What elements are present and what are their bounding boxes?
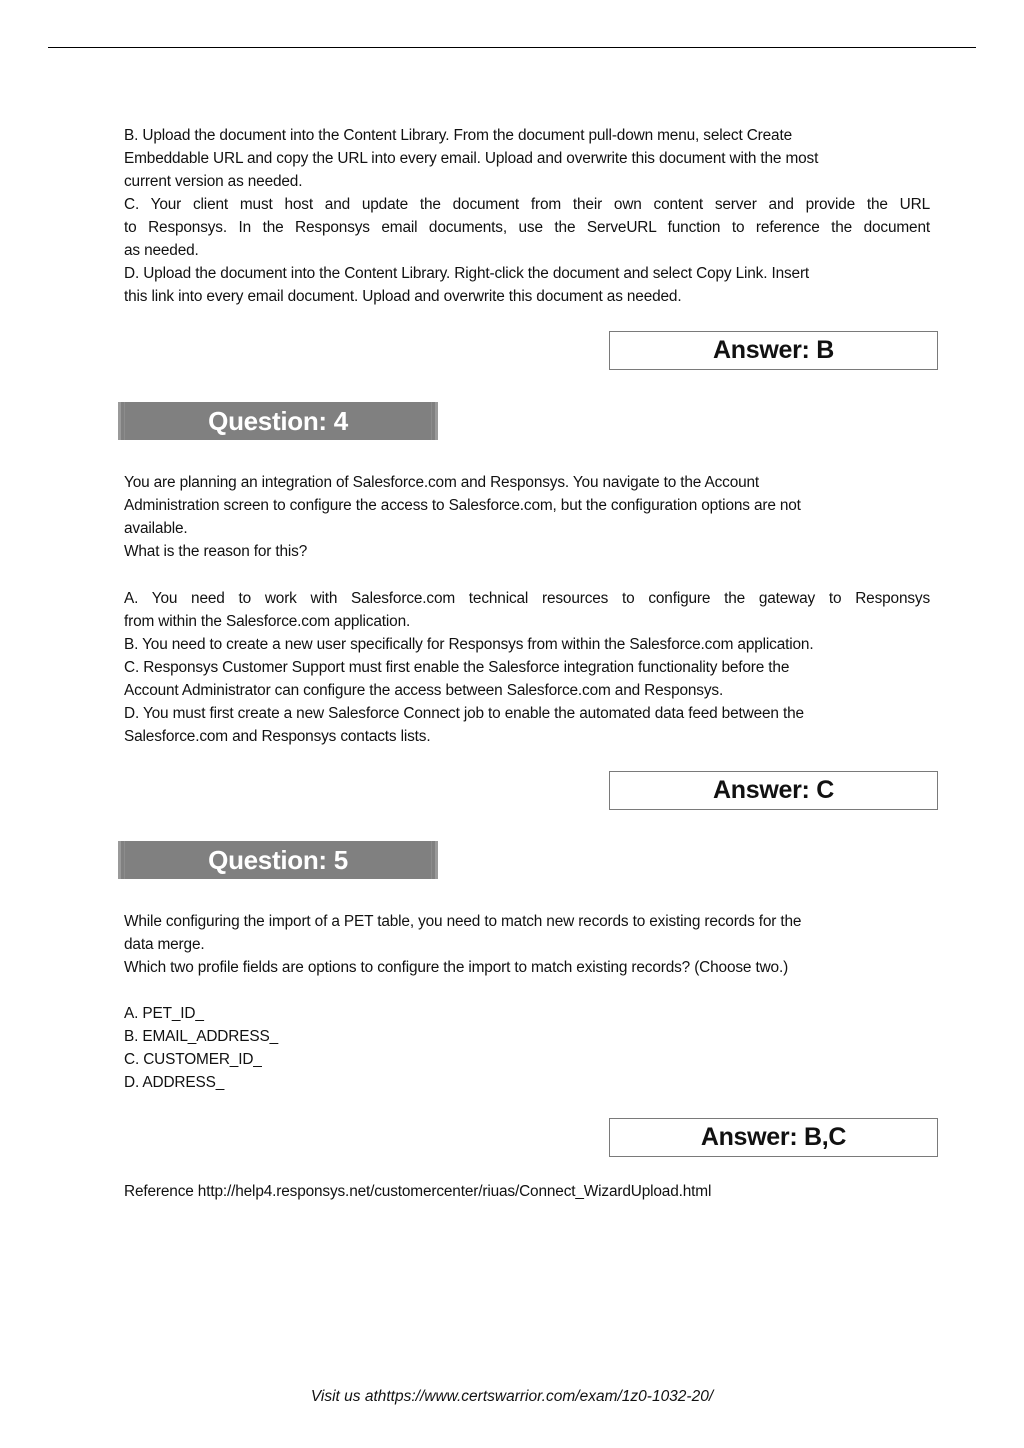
option-c-line-2: to Responsys. In the Responsys email documents, use the ServeURL function to reference the document — [124, 219, 930, 236]
option-c: C. CUSTOMER_ID_ — [124, 1051, 262, 1068]
option-d-line-2: Salesforce.com and Responsys contacts lists. — [124, 728, 431, 745]
page-footer — [0, 1388, 1024, 1406]
question-4-title: Question: 4 — [208, 405, 348, 436]
answer-label: Answer: B — [713, 336, 834, 364]
option-c-line-1: C. Responsys Customer Support must first enable the Salesforce integration functionality before the — [124, 659, 790, 676]
answer-label: Answer: C — [713, 776, 834, 804]
stem-line-2: Administration screen to configure the access to Salesforce.com, but the configuration options are not — [124, 497, 801, 514]
question-5-header — [118, 841, 438, 879]
stem-line-2: data merge. — [124, 936, 205, 953]
stem-line-1: While configuring the import of a PET table, you need to match new records to existing records for the — [124, 913, 802, 930]
option-b-line-2: Embeddable URL and copy the URL into every email. Upload and overwrite this document with the most — [124, 150, 819, 167]
option-a-line-2: from within the Salesforce.com application. — [124, 613, 411, 630]
option-c-line-1: C. Your client must host and update the document from their own content server and provide the URL — [124, 196, 930, 213]
page-top-rule — [48, 47, 976, 48]
answer-box-question-5 — [609, 1118, 938, 1157]
answer-box-previous — [609, 331, 938, 370]
option-b-line-1: B. You need to create a new user specifically for Responsys from within the Salesforce.com application. — [124, 636, 814, 653]
question-5-title: Question: 5 — [208, 844, 348, 875]
option-b-line-1: B. Upload the document into the Content Library. From the document pull-down menu, select Create — [124, 127, 792, 144]
answer-label: Answer: B,C — [700, 1123, 847, 1151]
option-a-line-1: A. You need to work with Salesforce.com technical resources to configure the gateway to Responsys — [124, 590, 930, 607]
question-5-stem — [124, 910, 930, 979]
option-d-line-2: this link into every email document. Upload and overwrite this document as needed. — [124, 288, 682, 305]
answer-box-question-4 — [609, 771, 938, 810]
option-c-line-2: Account Administrator can configure the access between Salesforce.com and Responsys. — [124, 682, 724, 699]
reference-text: Reference http://help4.responsys.net/customercenter/riuas/Connect_WizardUpload.html — [124, 1183, 712, 1200]
previous-question-options — [124, 124, 930, 308]
stem-line-4: What is the reason for this? — [124, 543, 308, 560]
stem-line-3: available. — [124, 520, 188, 537]
question-5-options — [124, 1002, 930, 1094]
option-c-line-3: as needed. — [124, 242, 199, 259]
question-4-options — [124, 587, 930, 748]
question-4-header — [118, 402, 438, 440]
option-b-line-3: current version as needed. — [124, 173, 303, 190]
question-5-reference — [124, 1180, 930, 1203]
stem-line-3: Which two profile fields are options to configure the import to match existing records? (Choose two.) — [124, 959, 789, 976]
option-d-line-1: D. Upload the document into the Content Library. Right-click the document and select Copy Link. Insert — [124, 265, 810, 282]
option-d: D. ADDRESS_ — [124, 1074, 225, 1091]
option-a: A. PET_ID_ — [124, 1005, 204, 1022]
question-4-stem — [124, 471, 930, 563]
option-b: B. EMAIL_ADDRESS_ — [124, 1028, 278, 1045]
option-d-line-1: D. You must first create a new Salesforce Connect job to enable the automated data feed between the — [124, 705, 804, 722]
footer-visit-text: Visit us athttps://www.certswarrior.com/exam/1z0-1032-20/ — [310, 1388, 714, 1405]
stem-line-1: You are planning an integration of Salesforce.com and Responsys. You navigate to the Account — [124, 474, 760, 491]
